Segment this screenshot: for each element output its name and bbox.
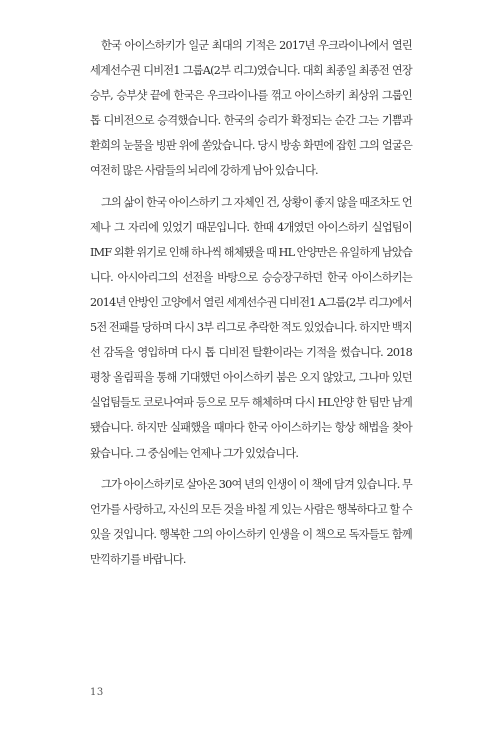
body-text (90, 33, 412, 578)
paragraph-2: 그의 삶이 한국 아이스하키 그 자체인 건, 상황이 좋지 않을 때조차도 언제나 그 자리에 있었기 때문입니다. 한때 4개였던 아이스하키 실업팀이 IMF 외환 위기로 인해 하나씩 해체됐을 때 HL 안양만은 유일하게 남았습니다. 아시아리그의 선전을 바탕으로 승승장구하던 한국 아이스하키는 2014년 안방인 고양에서 열린 세계선수권 디비전1 A그룹(2부 리그)에서 5전 전패를 당하며 다시 3부 리그로 추락한 적도 있었습니다. 하지만 백지선 감독을 영입하며 다시 톱 디비전 탈환이라는 기적을 썼습니다. 2018 평창 올림픽을 통해 기대했던 아이스하키 붐은 오지 않았고, 그나마 있던 실업팀들도 코로나여파 등으로 모두 해체하며 다시 HL안양 한 팀만 남게 됐습니다. 하지만 실패했을 때마다 한국 아이스하키는 항상 해법을 찾아왔습니다. 그 중심에는 언제나 그가 있었습니다. (90, 195, 412, 460)
paragraph-3: 그가 아이스하키로 살아온 30여 년의 인생이 이 책에 담겨 있습니다. 무언가를 사랑하고, 자신의 모든 것을 바칠 게 있는 사람은 행복하다고 할 수 있을 것입니다. 행복한 그의 아이스하키 인생을 이 책으로 독자들도 함께 만끽하기를 바랍니다. (90, 477, 412, 566)
page-number: 13 (90, 687, 104, 698)
paragraph-1: 한국 아이스하키가 일군 최대의 기적은 2017년 우크라이나에서 열린 세계선수권 디비전1 그룹A(2부 리그)였습니다. 대회 최종일 최종전 연장 승부, 승부샷 끝에 한국은 우크라이나를 꺾고 아이스하키 최상위 그룹인 톱 디비전으로 승격했습니다. 한국의 승리가 확정되는 순간 그는 기쁨과 환희의 눈물을 빙판 위에 쏟았습니다. 당시 방송 화면에 잡힌 그의 얼굴은 여전히 많은 사람들의 뇌리에 강하게 남아 있습니다. (90, 39, 412, 178)
